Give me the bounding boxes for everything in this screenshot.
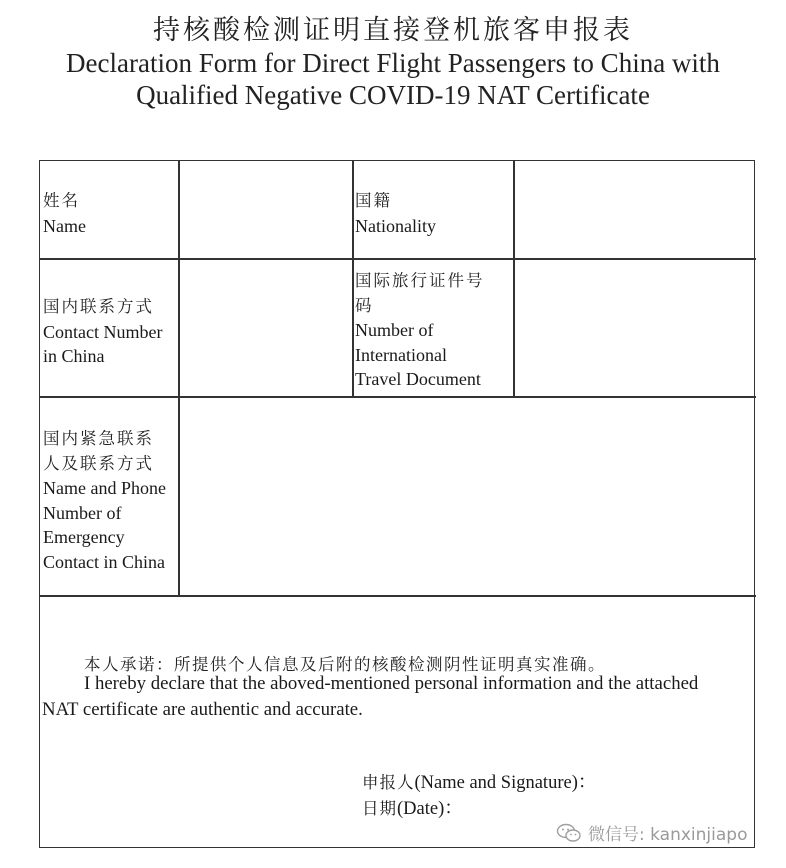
name-label: 姓名 Name (43, 191, 86, 236)
contact-number-label: 国内联系方式 Contact Number in China (43, 297, 163, 366)
emergency-contact-field[interactable] (180, 398, 754, 595)
declaration-text-cn: 本人承诺：所提供个人信息及后附的核酸检测阴性证明真实准确。 (84, 655, 606, 674)
date-label-cn: 日期 (362, 799, 397, 818)
form-title-en-line1: Declaration Form for Direct Flight Passengers to China with (66, 48, 720, 78)
emergency-contact-label: 国内紧急联系 人及联系方式 Name and Phone Number of Emergency Contact in China (43, 429, 166, 572)
form-title-en-line2: Qualified Negative COVID-19 NAT Certificate (136, 80, 650, 110)
column-divider (352, 161, 354, 398)
nationality-label: 国籍 Nationality (355, 191, 436, 236)
nationality-field[interactable] (515, 161, 754, 258)
signature-label-en: (Name and Signature)： (414, 773, 597, 793)
travel-document-field[interactable] (515, 260, 754, 396)
declaration-text-en-line1: I hereby declare that the aboved-mentioned personal information and the attached (84, 673, 699, 694)
wechat-watermark (556, 820, 747, 845)
declaration-text-en-line2: NAT certificate are authentic and accurate. (42, 699, 363, 720)
date-line[interactable] (362, 794, 463, 820)
watermark-text: 微信号: kanxinjiapo (588, 825, 748, 845)
row-divider (40, 595, 756, 597)
contact-number-field[interactable] (180, 260, 352, 396)
travel-document-label: 国际旅行证件号 码 Number of International Travel Document (355, 271, 485, 389)
form-title-cn: 持核酸检测证明直接登机旅客申报表 (153, 15, 633, 46)
name-field[interactable] (180, 161, 352, 258)
signature-line[interactable] (362, 768, 596, 794)
date-label-en: (Date)： (397, 799, 463, 819)
wechat-icon (556, 823, 582, 843)
signature-label-cn: 申报人 (362, 773, 415, 792)
declaration-form-table (39, 160, 755, 848)
